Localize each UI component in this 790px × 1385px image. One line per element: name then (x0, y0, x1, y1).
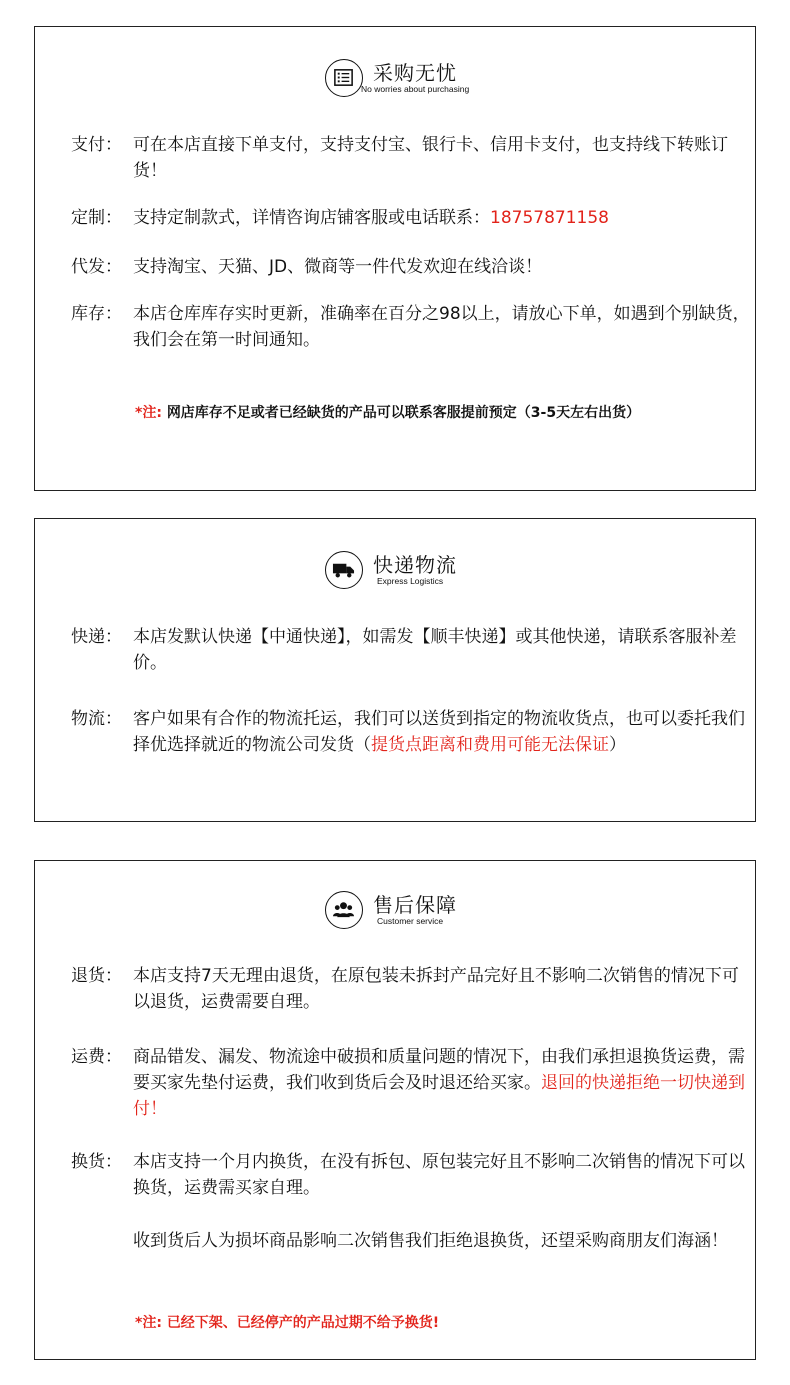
inventory-note: *注: 网店库存不足或者已经缺货的产品可以联系客服提前预定（3-5天左右出货） (135, 405, 641, 421)
warning-text: 提货点距离和费用可能无法保证 (371, 735, 609, 755)
row-label: 快递： (71, 627, 122, 647)
row-text: 本店发默认快递【中通快递】，如需发【顺丰快递】或其他快递，请联系客服补差价。 (133, 627, 737, 673)
purchase-worry-free-card (34, 26, 756, 491)
section-subtitle: Express Logistics (377, 576, 444, 586)
section-header (325, 57, 525, 101)
delivery-truck-icon (325, 551, 363, 589)
warning-text: 退回的快递拒绝一切快递到付！ (133, 1073, 745, 1119)
list-document-icon (325, 59, 363, 97)
section-subtitle: Customer service (377, 916, 444, 926)
after-sales-card (34, 860, 756, 1360)
row-label: 支付： (71, 135, 122, 155)
section-title: 采购无忧 (373, 61, 457, 85)
row-label: 换货： (71, 1152, 122, 1172)
section-subtitle: No worries about purchasing (361, 84, 470, 94)
section-title: 快递物流 (373, 553, 457, 577)
row-text: 本店支持一个月内换货，在没有拆包、原包装完好且不影响二次销售的情况下可以换货，运费需买家自理。 (133, 1152, 745, 1198)
row-label: 定制： (71, 208, 122, 228)
row-text: 商品错发、漏发、物流途中破损和质量问题的情况下，由我们承担退换货运费，需要买家先垫付运费，我们收到货后会及时退还给买家。退回的快递拒绝一切快递到付！ (133, 1047, 745, 1119)
row-label: 代发： (71, 257, 122, 277)
row-text: 支持淘宝、天猫、JD、微商等一件代发欢迎在线洽谈！ (133, 257, 543, 277)
section-header (325, 549, 525, 593)
row-text: 支持定制款式，详情咨询店铺客服或电话联系：18757871158 (133, 208, 609, 228)
section-header (325, 889, 525, 933)
row-text: 本店支持7天无理由退货，在原包装未拆封产品完好且不影响二次销售的情况下可以退货，运费需要自理。 (133, 966, 739, 1012)
exchange-note: *注: 已经下架、已经停产的产品过期不给予换货! (135, 1315, 440, 1331)
row-label: 退货： (71, 966, 122, 986)
customer-group-icon (325, 891, 363, 929)
row-text: 本店仓库库存实时更新，准确率在百分之98以上，请放心下单，如遇到个别缺货，我们会在第一时间通知。 (133, 304, 750, 350)
row-text: 可在本店直接下单支付，支持支付宝、银行卡、信用卡支付，也支持线下转账订货！ (133, 135, 728, 181)
phone-number: 18757871158 (490, 208, 609, 228)
express-logistics-card (34, 518, 756, 822)
row-label: 库存： (71, 304, 122, 324)
section-title: 售后保障 (373, 893, 457, 917)
row-label: 运费： (71, 1047, 122, 1067)
row-label: 物流： (71, 709, 122, 729)
row-text: 客户如果有合作的物流托运，我们可以送货到指定的物流收货点，也可以委托我们择优选择就近的物流公司发货（提货点距离和费用可能无法保证） (133, 709, 745, 755)
row-text: 收到货后人为损坏商品影响二次销售我们拒绝退换货，还望采购商朋友们海涵！ (133, 1231, 728, 1251)
